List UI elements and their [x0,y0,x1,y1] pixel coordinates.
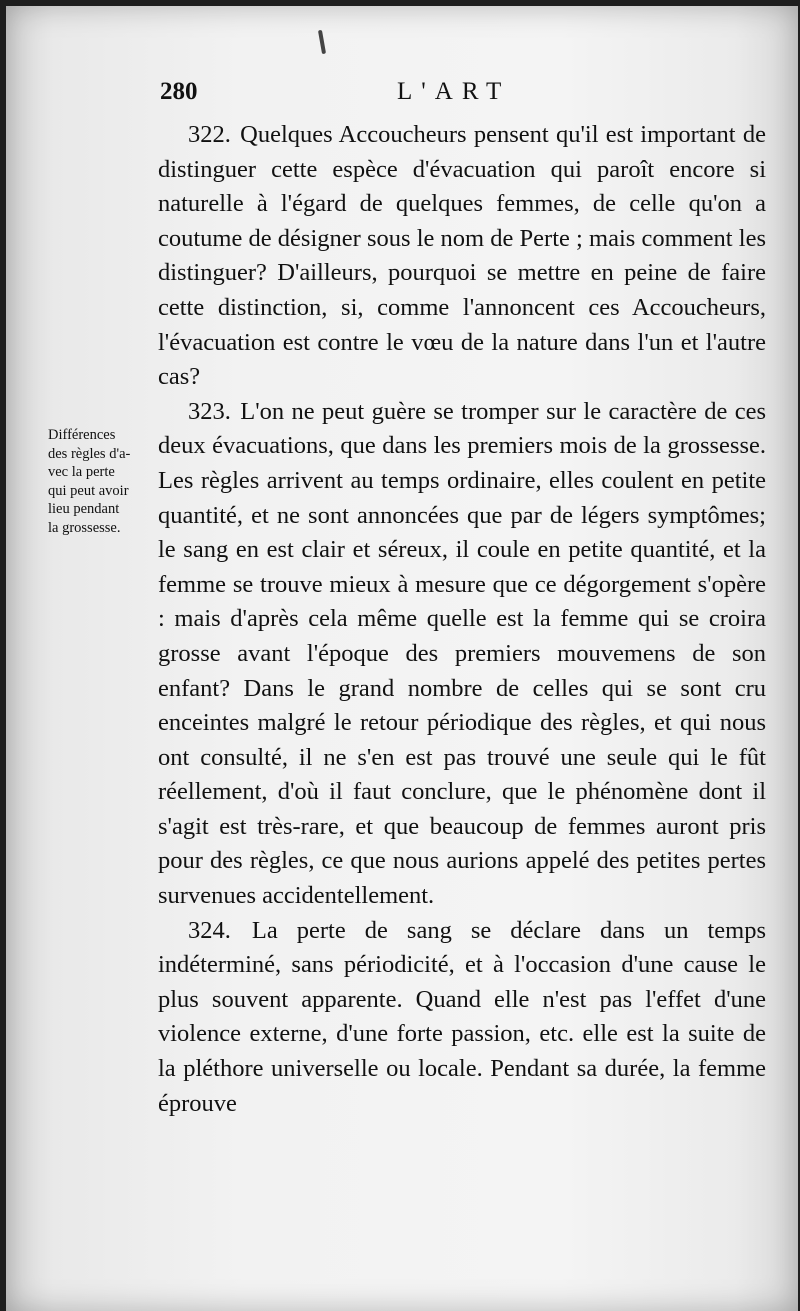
paragraph-number: 322. [188,121,231,148]
page-header [152,78,762,118]
paragraph-324 [158,914,766,1122]
margin-note-line: la grossesse. [48,519,121,536]
page-number: 280 [160,78,198,105]
book-page [6,6,798,1311]
paragraph-text: L'on ne peut guère se tromper sur le caractère de ces deux évacuations, que dans les premiers mois de la grossesse. Les règles arrivent au temps ordinaire, elles coulent en petite quantité, et ne sont annoncées que par de légers symptômes; le sang en est clair et séreux, il coule en petite quantité, et la femme se trouve mieux à mesure que ce dégorgement s'opère : mais d'après cela même quelle est la femme qui se croira grosse avant l'époque des premiers mouvemens de son enfant? Dans le grand nombre de celles qui se sont cru enceintes malgré le retour périodique des règles, et qui nous ont consulté, il ne s'en est pas trouvé une seule qui le fût réellement, d'où il faut conclure, que le phénomène dont il s'agit est très-rare, et que beaucoup de femmes auront pris pour des règles, ce que nous aurions appelé des petites pertes survenues accidentellement. [158,397,767,910]
margin-note-line: qui peut avoir [48,482,129,499]
margin-note-line: Différences [48,427,116,443]
margin-note-line: vec la perte [48,464,115,480]
ink-mark [318,30,326,54]
paragraph-number: 323. [188,397,231,425]
paragraph-text: La perte de sang se déclare dans un temps indéterminé, sans périodicité, et à l'occasion d'une cause le plus souvent apparente. Quand elle n'est pas l'effet d'une violence externe, d'une forte passion, etc. elle est la suite de la pléthore universelle ou locale. Pendant sa durée, la femme éprouve [158,916,767,1117]
paragraph-322 [158,118,766,395]
paragraph-number: 324. [188,916,231,944]
paragraph-text: Quelques Accoucheurs pensent qu'il est important de distinguer cette espèce d'évacuation qui paroît encore si naturelle à l'égard de quelques femmes, de celle qu'on a coutume de désigner sous le nom de Perte ; mais comment les distinguer? D'ailleurs, pourquoi se mettre en peine de faire cette distinction, si, comme l'annoncent ces Accoucheurs, l'évacuation est contre le vœu de la nature dans l'un et l'autre cas? [158,121,766,391]
margin-note [48,426,164,537]
margin-note-line: des règles d'a- [48,445,131,462]
running-title: L'ART [397,78,511,105]
margin-note-line: lieu pendant [48,501,120,517]
body-text [158,118,766,1121]
paragraph-323 [158,395,766,914]
